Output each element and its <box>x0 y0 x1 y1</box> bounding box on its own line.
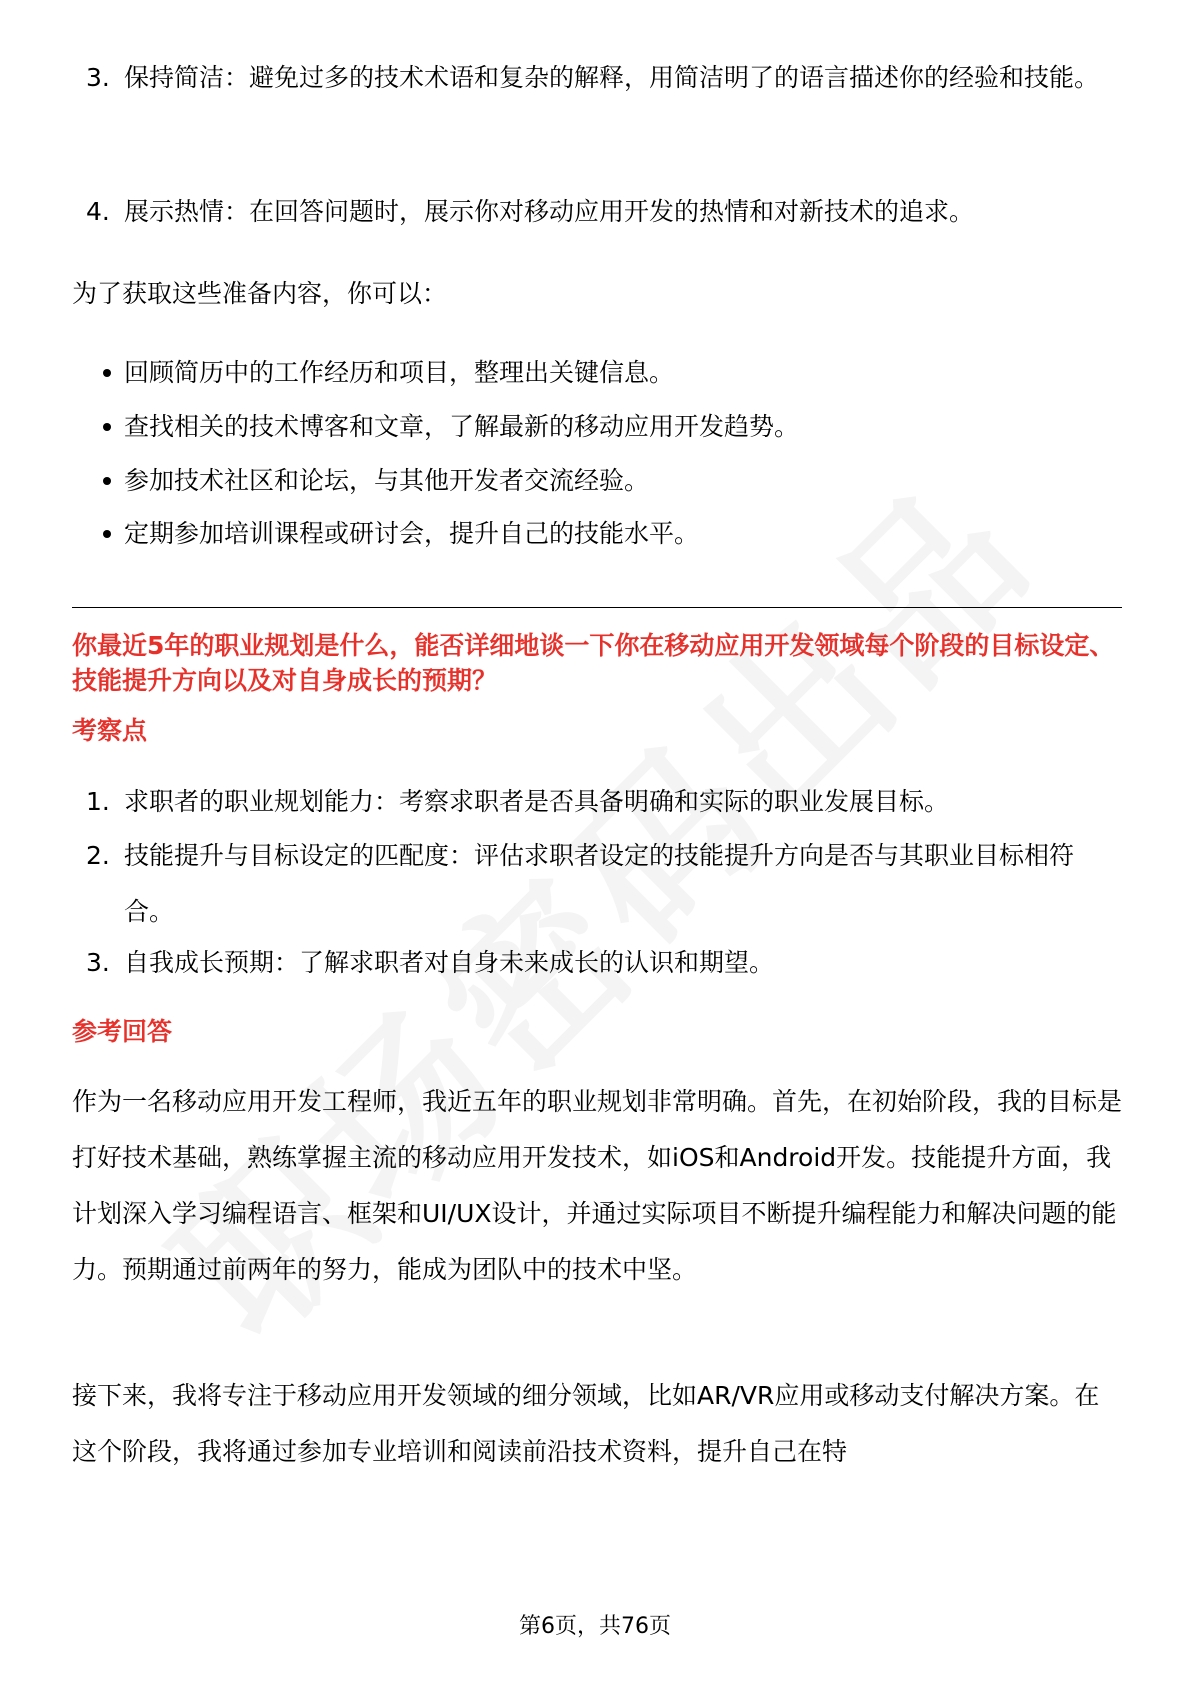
list-number: 3. <box>86 948 110 977</box>
list-number: 3. <box>86 63 110 92</box>
bullet-text: 定期参加培训课程或研讨会，提升自己的技能水平。 <box>124 519 700 548</box>
bullet-text: 参加技术社区和论坛，与其他开发者交流经验。 <box>124 466 650 495</box>
bullet-text: 查找相关的技术博客和文章，了解最新的移动应用开发趋势。 <box>124 412 800 441</box>
list-number: 4. <box>86 197 110 226</box>
bullet-dot <box>103 369 111 377</box>
section-divider <box>72 607 1122 608</box>
prep-intro: 为了获取这些准备内容，你可以： <box>72 279 448 308</box>
tip-item <box>72 184 1122 240</box>
bullet-dot <box>103 477 111 485</box>
bullet-item <box>72 453 1122 509</box>
focus-item <box>72 935 1122 991</box>
list-text: 展示热情：在回答问题时，展示你对移动应用开发的热情和对新技术的追求。 <box>124 197 975 226</box>
list-text: 求职者的职业规划能力：考察求职者是否具备明确和实际的职业发展目标。 <box>124 787 950 816</box>
list-text: 技能提升与目标设定的匹配度：评估求职者设定的技能提升方向是否与其职业目标相符合。 <box>124 841 1075 926</box>
bullet-item <box>72 399 1122 455</box>
focus-label: 考察点 <box>72 716 148 745</box>
bullet-text: 回顾简历中的工作经历和项目，整理出关键信息。 <box>124 358 675 387</box>
question-heading: 你最近5年的职业规划是什么，能否详细地谈一下你在移动应用开发领域每个阶段的目标设定、技能提升方向以及对自身成长的预期？ <box>72 631 1115 695</box>
answer-paragraph: 作为一名移动应用开发工程师，我近五年的职业规划非常明确。首先，在初始阶段，我的目标是打好技术基础，熟练掌握主流的移动应用开发技术，如iOS和Android开发。技能提升方面，我计划深入学习编程语言、框架和UI/UX设计，并通过实际项目不断提升编程能力和解决问题的能力。预期通过前两年的努力，能成为团队中的技术中坚。 <box>72 1087 1123 1284</box>
list-text: 自我成长预期：了解求职者对自身未来成长的认识和期望。 <box>124 948 775 977</box>
bullet-item <box>72 506 1122 562</box>
bullet-dot <box>103 530 111 538</box>
focus-item <box>72 774 1122 830</box>
list-number: 2. <box>86 841 110 870</box>
bullet-dot <box>103 423 111 431</box>
list-text: 保持简洁：避免过多的技术术语和复杂的解释，用简洁明了的语言描述你的经验和技能。 <box>124 63 1100 92</box>
tip-item <box>72 50 1122 106</box>
answer-paragraph: 接下来，我将专注于移动应用开发领域的细分领域，比如AR/VR应用或移动支付解决方案。在这个阶段，我将通过参加专业培训和阅读前沿技术资料，提升自己在特 <box>72 1381 1100 1466</box>
page-footer: 第6页，共76页 <box>519 1614 671 1639</box>
answer-label: 参考回答 <box>72 1017 173 1046</box>
focus-item <box>72 828 1122 940</box>
bullet-item <box>72 345 1122 401</box>
list-number: 1. <box>86 787 110 816</box>
